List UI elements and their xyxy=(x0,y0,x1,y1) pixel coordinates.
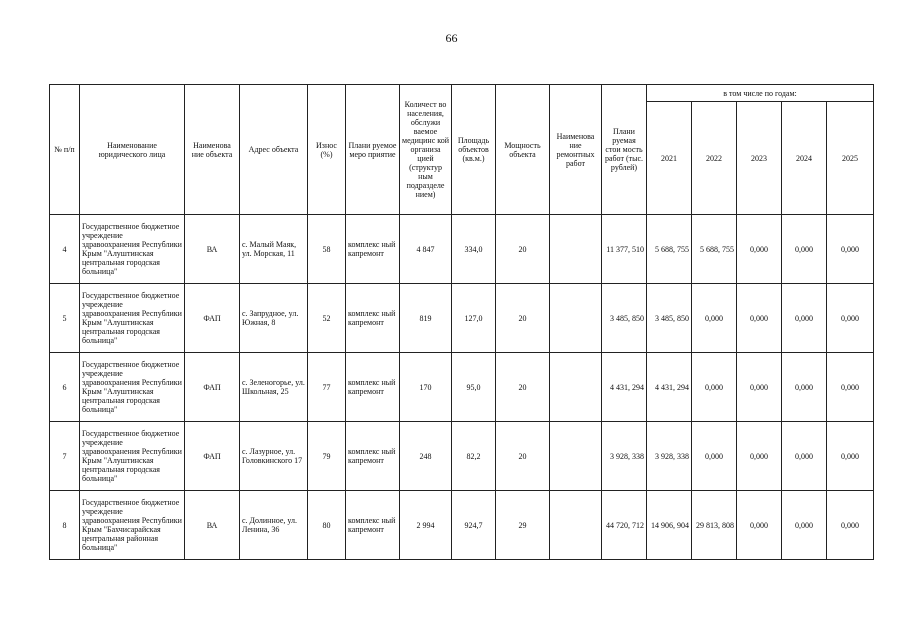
cell-wear: 80 xyxy=(308,491,346,560)
cell-measure: комплекс ный капремонт xyxy=(346,284,400,353)
cell-entity: Государственное бюджетное учреждение здравоохранения Республики Крым "Алуштинская центральная городская больница" xyxy=(80,284,185,353)
header-address: Адрес объекта xyxy=(240,85,308,215)
cell-year-2022: 0,000 xyxy=(692,353,737,422)
header-year-2022: 2022 xyxy=(692,102,737,215)
cell-year-2023: 0,000 xyxy=(737,353,782,422)
cell-year-2022: 0,000 xyxy=(692,422,737,491)
cell-year-2023: 0,000 xyxy=(737,422,782,491)
cell-num: 6 xyxy=(50,353,80,422)
table-row xyxy=(50,491,874,560)
cell-year-2023: 0,000 xyxy=(737,284,782,353)
cell-works xyxy=(550,215,602,284)
cell-num: 4 xyxy=(50,215,80,284)
header-works: Наименова ние ремонтных работ xyxy=(550,85,602,215)
cell-year-2023: 0,000 xyxy=(737,491,782,560)
cell-wear: 77 xyxy=(308,353,346,422)
cell-area: 334,0 xyxy=(452,215,496,284)
cell-works xyxy=(550,491,602,560)
header-year-2024: 2024 xyxy=(782,102,827,215)
cell-measure: комплекс ный капремонт xyxy=(346,422,400,491)
header-population: Количест во населения, обслужи ваемое медицинс кой организа цией (структур ным подразделе нием) xyxy=(400,85,452,215)
cell-works xyxy=(550,284,602,353)
cell-year-2025: 0,000 xyxy=(827,491,874,560)
cell-cost: 3 485, 850 xyxy=(602,284,647,353)
cell-area: 924,7 xyxy=(452,491,496,560)
cell-year-2025: 0,000 xyxy=(827,215,874,284)
cell-area: 95,0 xyxy=(452,353,496,422)
header-object-name: Наименова ние объекта xyxy=(185,85,240,215)
cell-address: с. Малый Маяк, ул. Морская, 11 xyxy=(240,215,308,284)
cell-capacity: 29 xyxy=(496,491,550,560)
cell-year-2021: 4 431, 294 xyxy=(647,353,692,422)
cell-works xyxy=(550,353,602,422)
cell-entity: Государственное бюджетное учреждение здравоохранения Республики Крым "Алуштинская центральная городская больница" xyxy=(80,353,185,422)
header-measure: Плани руемое меро приятие xyxy=(346,85,400,215)
page-number: 66 xyxy=(445,31,458,45)
cell-num: 8 xyxy=(50,491,80,560)
cell-population: 248 xyxy=(400,422,452,491)
cell-cost: 44 720, 712 xyxy=(602,491,647,560)
cell-address: с. Лазурное, ул. Головкинского 17 xyxy=(240,422,308,491)
cell-num: 5 xyxy=(50,284,80,353)
header-years-group: в том числе по годам: xyxy=(647,85,874,102)
cell-year-2022: 29 813, 808 xyxy=(692,491,737,560)
cell-year-2021: 3 928, 338 xyxy=(647,422,692,491)
table-row xyxy=(50,353,874,422)
cell-year-2024: 0,000 xyxy=(782,491,827,560)
cell-object-name: ФАП xyxy=(185,353,240,422)
cell-cost: 4 431, 294 xyxy=(602,353,647,422)
cell-wear: 79 xyxy=(308,422,346,491)
header-row-top xyxy=(50,85,874,102)
cell-population: 170 xyxy=(400,353,452,422)
cell-year-2021: 3 485, 850 xyxy=(647,284,692,353)
cell-address: с. Долинное, ул. Ленина, 36 xyxy=(240,491,308,560)
table-row xyxy=(50,422,874,491)
header-num: № п/п xyxy=(50,85,80,215)
cell-capacity: 20 xyxy=(496,353,550,422)
cell-year-2024: 0,000 xyxy=(782,215,827,284)
cell-works xyxy=(550,422,602,491)
cell-capacity: 20 xyxy=(496,284,550,353)
cell-cost: 3 928, 338 xyxy=(602,422,647,491)
header-year-2023: 2023 xyxy=(737,102,782,215)
cell-entity: Государственное бюджетное учреждение здравоохранения Республики Крым "Бахчисарайская центральная районная больница" xyxy=(80,491,185,560)
cell-address: с. Зеленогорье, ул. Школьная, 25 xyxy=(240,353,308,422)
table-row xyxy=(50,284,874,353)
cell-year-2025: 0,000 xyxy=(827,353,874,422)
cell-area: 127,0 xyxy=(452,284,496,353)
cell-population: 819 xyxy=(400,284,452,353)
cell-object-name: ВА xyxy=(185,215,240,284)
cell-year-2025: 0,000 xyxy=(827,284,874,353)
cell-num: 7 xyxy=(50,422,80,491)
cell-object-name: ФАП xyxy=(185,422,240,491)
cell-population: 4 847 xyxy=(400,215,452,284)
cell-population: 2 994 xyxy=(400,491,452,560)
cell-year-2024: 0,000 xyxy=(782,422,827,491)
cell-entity: Государственное бюджетное учреждение здравоохранения Республики Крым "Алуштинская центральная городская больница" xyxy=(80,422,185,491)
cell-cost: 11 377, 510 xyxy=(602,215,647,284)
cell-year-2021: 5 688, 755 xyxy=(647,215,692,284)
cell-year-2024: 0,000 xyxy=(782,353,827,422)
header-capacity: Мощность объекта xyxy=(496,85,550,215)
cell-wear: 52 xyxy=(308,284,346,353)
header-year-2025: 2025 xyxy=(827,102,874,215)
cell-year-2024: 0,000 xyxy=(782,284,827,353)
header-area: Площадь объектов (кв.м.) xyxy=(452,85,496,215)
cell-year-2025: 0,000 xyxy=(827,422,874,491)
cell-year-2021: 14 906, 904 xyxy=(647,491,692,560)
header-entity: Наименование юридического лица xyxy=(80,85,185,215)
cell-year-2022: 0,000 xyxy=(692,284,737,353)
cell-area: 82,2 xyxy=(452,422,496,491)
cell-address: с. Запрудное, ул. Южная, 8 xyxy=(240,284,308,353)
cell-year-2023: 0,000 xyxy=(737,215,782,284)
cell-capacity: 20 xyxy=(496,422,550,491)
cell-object-name: ВА xyxy=(185,491,240,560)
cell-wear: 58 xyxy=(308,215,346,284)
cell-year-2022: 5 688, 755 xyxy=(692,215,737,284)
header-year-2021: 2021 xyxy=(647,102,692,215)
cell-measure: комплекс ный капремонт xyxy=(346,491,400,560)
cell-object-name: ФАП xyxy=(185,284,240,353)
table-row xyxy=(50,215,874,284)
cell-capacity: 20 xyxy=(496,215,550,284)
cell-measure: комплекс ный капремонт xyxy=(346,215,400,284)
repair-plan-table xyxy=(49,84,874,560)
cell-entity: Государственное бюджетное учреждение здравоохранения Республики Крым "Алуштинская центральная городская больница" xyxy=(80,215,185,284)
header-wear: Износ (%) xyxy=(308,85,346,215)
header-cost: Плани руемая стои мость работ (тыс. рублей) xyxy=(602,85,647,215)
cell-measure: комплекс ный капремонт xyxy=(346,353,400,422)
